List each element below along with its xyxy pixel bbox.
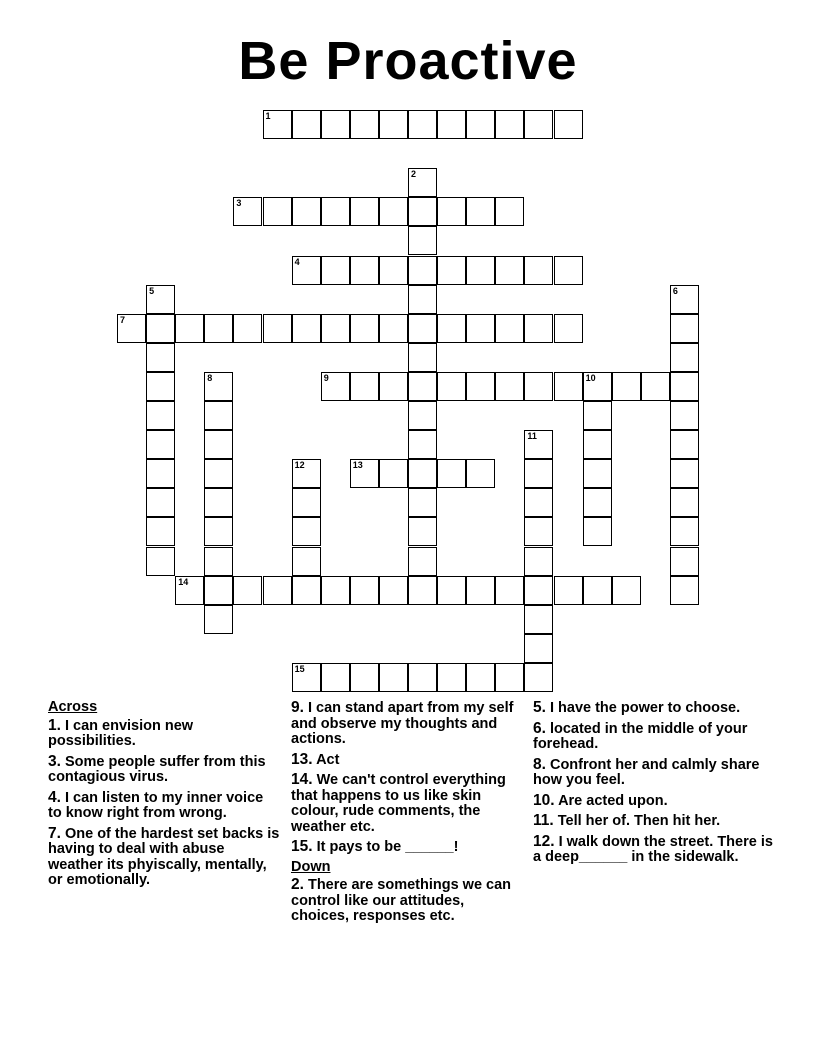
grid-cell[interactable] [175,576,204,605]
grid-cell[interactable] [263,110,292,139]
grid-cell[interactable] [408,576,437,605]
cell-number: 10 [585,372,596,383]
clue-text: located in the middle of your forehead. [533,720,748,752]
clue-across-7 [48,826,280,889]
grid-cell[interactable] [524,547,553,576]
clue-number: 8. [533,755,546,773]
grid-cell[interactable] [437,197,466,226]
grid-cell[interactable] [524,430,553,459]
grid-cell[interactable] [437,576,466,605]
grid-cell[interactable] [204,372,233,401]
grid-cell[interactable] [146,372,175,401]
clue-text: Are acted upon. [558,792,668,809]
grid-cell[interactable] [524,459,553,488]
grid-cell[interactable] [204,430,233,459]
grid-cell[interactable] [146,285,175,314]
grid-cell[interactable] [554,314,583,343]
grid-cell[interactable] [263,576,292,605]
clue-down-11 [533,813,773,830]
clues-column-2 [291,700,523,929]
page-title: Be Proactive [238,31,578,91]
grid-cell[interactable] [321,256,350,285]
cell-number: 6 [672,285,678,296]
cell-number: 11 [527,431,537,442]
grid-cell[interactable] [321,197,350,226]
grid-cell[interactable] [408,459,437,488]
grid-cell[interactable] [379,197,408,226]
grid-cell[interactable] [466,459,495,488]
grid-cell[interactable] [204,547,233,576]
grid-cell[interactable] [612,576,641,605]
grid-cell[interactable] [408,256,437,285]
grid-cell[interactable] [292,256,321,285]
grid-cell[interactable] [292,459,321,488]
clue-number: 15. [291,838,313,855]
grid-cell[interactable] [379,110,408,139]
grid-cell[interactable] [321,372,350,401]
grid-cell[interactable] [495,314,524,343]
clue-number: 9. [291,699,304,716]
grid-cell[interactable] [495,576,524,605]
grid-cell[interactable] [146,343,175,372]
grid-cell[interactable] [495,372,524,401]
grid-cell[interactable] [292,663,321,692]
grid-cell[interactable] [204,314,233,343]
grid-cell[interactable] [670,430,699,459]
grid-cell[interactable] [292,488,321,517]
clue-down-2 [291,877,523,925]
grid-cell[interactable] [495,110,524,139]
grid-cell[interactable] [524,634,553,663]
grid-cell[interactable] [495,197,524,226]
clue-text: I can envision new possibilities. [48,717,194,749]
grid-cell[interactable] [524,605,553,634]
clue-across-1 [48,718,280,750]
grid-cell[interactable] [437,372,466,401]
grid-cell[interactable] [408,488,437,517]
grid-cell[interactable] [350,576,379,605]
grid-cell[interactable] [670,576,699,605]
clue-text: Confront her and calmly share how you feel. [533,756,760,788]
clue-across-3 [48,754,280,786]
grid-cell[interactable] [146,459,175,488]
clue-text: It pays to be ______! [316,839,459,855]
grid-cell[interactable] [292,547,321,576]
grid-cell[interactable] [524,314,553,343]
clue-text: We can't control everything that happens to us like skin colour, rude comments, the weather etc. [291,772,506,835]
grid-cell[interactable] [524,256,553,285]
grid-cell[interactable] [408,547,437,576]
grid-cell[interactable] [233,314,262,343]
clue-number: 4. [48,788,61,806]
grid-cell[interactable] [379,459,408,488]
grid-cell[interactable] [175,314,204,343]
grid-cell[interactable] [204,517,233,546]
cell-number: 13 [352,460,363,471]
grid-cell[interactable] [146,430,175,459]
grid-cell[interactable] [466,314,495,343]
grid-cell[interactable] [583,372,612,401]
grid-cell[interactable] [641,372,670,401]
grid-cell[interactable] [146,517,175,546]
grid-cell[interactable] [670,285,699,314]
grid-cell[interactable] [408,517,437,546]
grid-cell[interactable] [670,343,699,372]
grid-cell[interactable] [350,372,379,401]
grid-cell[interactable] [437,314,466,343]
clue-number: 13. [291,750,313,768]
cell-number: 12 [294,460,305,471]
cell-number: 9 [323,372,329,383]
grid-cell[interactable] [408,372,437,401]
grid-cell[interactable] [408,401,437,430]
cell-number: 5 [149,285,155,296]
clue-down-8 [533,757,773,789]
grid-cell[interactable] [350,459,379,488]
grid-cell[interactable] [321,576,350,605]
clue-down-12 [533,834,773,866]
clue-text: Some people suffer from this contagious virus. [48,753,266,785]
clue-down-6 [533,721,773,753]
grid-cell[interactable] [466,372,495,401]
grid-cell[interactable] [379,256,408,285]
clue-number: 11. [533,812,554,829]
across-heading: Across [48,699,98,715]
grid-cell[interactable] [554,576,583,605]
grid-cell[interactable] [408,663,437,692]
grid-cell[interactable] [524,110,553,139]
cell-number: 14 [178,576,189,587]
grid-cell[interactable] [292,110,321,139]
clue-across-15 [291,839,523,856]
cell-number: 8 [207,372,213,383]
grid-cell[interactable] [437,110,466,139]
grid-cell[interactable] [350,663,379,692]
clue-text: I can listen to my inner voice to know right from wrong. [48,789,264,821]
grid-cell[interactable] [408,314,437,343]
grid-cell[interactable] [437,459,466,488]
grid-cell[interactable] [554,256,583,285]
grid-cell[interactable] [146,401,175,430]
grid-cell[interactable] [583,576,612,605]
grid-cell[interactable] [233,576,262,605]
grid-cell[interactable] [466,576,495,605]
grid-cell[interactable] [233,197,262,226]
clue-number: 1. [48,716,61,734]
grid-cell[interactable] [146,488,175,517]
grid-cell[interactable] [146,547,175,576]
clue-number: 3. [48,752,61,770]
grid-cell[interactable] [350,197,379,226]
clue-across-4 [48,790,280,822]
grid-cell[interactable] [612,372,641,401]
clue-down-10 [533,793,773,810]
grid-cell[interactable] [437,663,466,692]
clue-text: I walk down the street. There is a deep______ in the sidewalk. [533,833,773,865]
cell-number: 15 [294,663,305,674]
grid-cell[interactable] [408,226,437,255]
clue-number: 10. [533,791,555,809]
clue-number: 6. [533,719,546,737]
grid-cell[interactable] [466,663,495,692]
grid-cell[interactable] [670,314,699,343]
grid-cell[interactable] [117,314,146,343]
grid-cell[interactable] [321,314,350,343]
grid-cell[interactable] [408,197,437,226]
grid-cell[interactable] [204,459,233,488]
grid-cell[interactable] [466,256,495,285]
clues-column-1 [48,700,280,893]
grid-cell[interactable] [292,517,321,546]
cell-number: 4 [294,256,300,267]
grid-cell[interactable] [495,256,524,285]
cell-number: 7 [120,314,126,325]
grid-cell[interactable] [146,314,175,343]
grid-cell[interactable] [670,488,699,517]
grid-cell[interactable] [466,197,495,226]
grid-cell[interactable] [495,663,524,692]
clue-number: 14. [291,771,313,788]
grid-cell[interactable] [583,430,612,459]
grid-cell[interactable] [670,401,699,430]
grid-cell[interactable] [408,110,437,139]
clue-number: 7. [48,824,61,842]
clue-down-5 [533,700,773,717]
grid-cell[interactable] [204,401,233,430]
grid-cell[interactable] [524,372,553,401]
grid-cell[interactable] [204,605,233,634]
cell-number: 3 [236,198,242,209]
grid-cell[interactable] [670,459,699,488]
grid-cell[interactable] [292,197,321,226]
grid-cell[interactable] [554,372,583,401]
grid-cell[interactable] [408,168,437,197]
clue-number: 12. [533,832,555,850]
grid-cell[interactable] [263,314,292,343]
grid-cell[interactable] [408,343,437,372]
grid-cell[interactable] [583,517,612,546]
grid-cell[interactable] [670,517,699,546]
grid-cell[interactable] [524,517,553,546]
clues-column-3 [533,700,773,870]
grid-cell[interactable] [583,488,612,517]
grid-cell[interactable] [670,547,699,576]
grid-cell[interactable] [321,663,350,692]
grid-cell[interactable] [408,430,437,459]
grid-cell[interactable] [292,314,321,343]
grid-cell[interactable] [670,372,699,401]
grid-cell[interactable] [350,314,379,343]
grid-cell[interactable] [321,110,350,139]
grid-cell[interactable] [437,256,466,285]
grid-cell[interactable] [263,197,292,226]
grid-cell[interactable] [554,110,583,139]
grid-cell[interactable] [524,576,553,605]
grid-cell[interactable] [204,576,233,605]
grid-cell[interactable] [466,110,495,139]
grid-cell[interactable] [379,372,408,401]
grid-cell[interactable] [408,285,437,314]
clue-text: Act [316,751,340,768]
clue-text: Tell her of. Then hit her. [557,813,721,829]
down-heading: Down [291,858,331,875]
grid-cell[interactable] [350,110,379,139]
grid-cell[interactable] [583,401,612,430]
grid-cell[interactable] [379,314,408,343]
clue-number: 2. [291,876,304,893]
grid-cell[interactable] [350,256,379,285]
clue-number: 5. [533,699,546,716]
clue-across-13 [291,752,523,769]
grid-cell[interactable] [524,663,553,692]
grid-cell[interactable] [292,576,321,605]
grid-cell[interactable] [583,459,612,488]
clue-text: There are somethings we can control like our attitudes, choices, responses etc. [291,877,512,924]
clue-text: I can stand apart from my self and observe my thoughts and actions. [291,700,514,747]
clue-text: One of the hardest set backs is having to deal with abuse weather its phyiscally, mentally, or emotionally. [48,825,280,888]
clue-across-9 [291,700,523,748]
clue-across-14 [291,772,523,835]
cell-number: 1 [265,111,271,121]
grid-cell[interactable] [379,663,408,692]
grid-cell[interactable] [524,488,553,517]
grid-cell[interactable] [379,576,408,605]
grid-cell[interactable] [204,488,233,517]
cell-number: 2 [411,169,417,180]
clue-text: I have the power to choose. [549,700,741,716]
